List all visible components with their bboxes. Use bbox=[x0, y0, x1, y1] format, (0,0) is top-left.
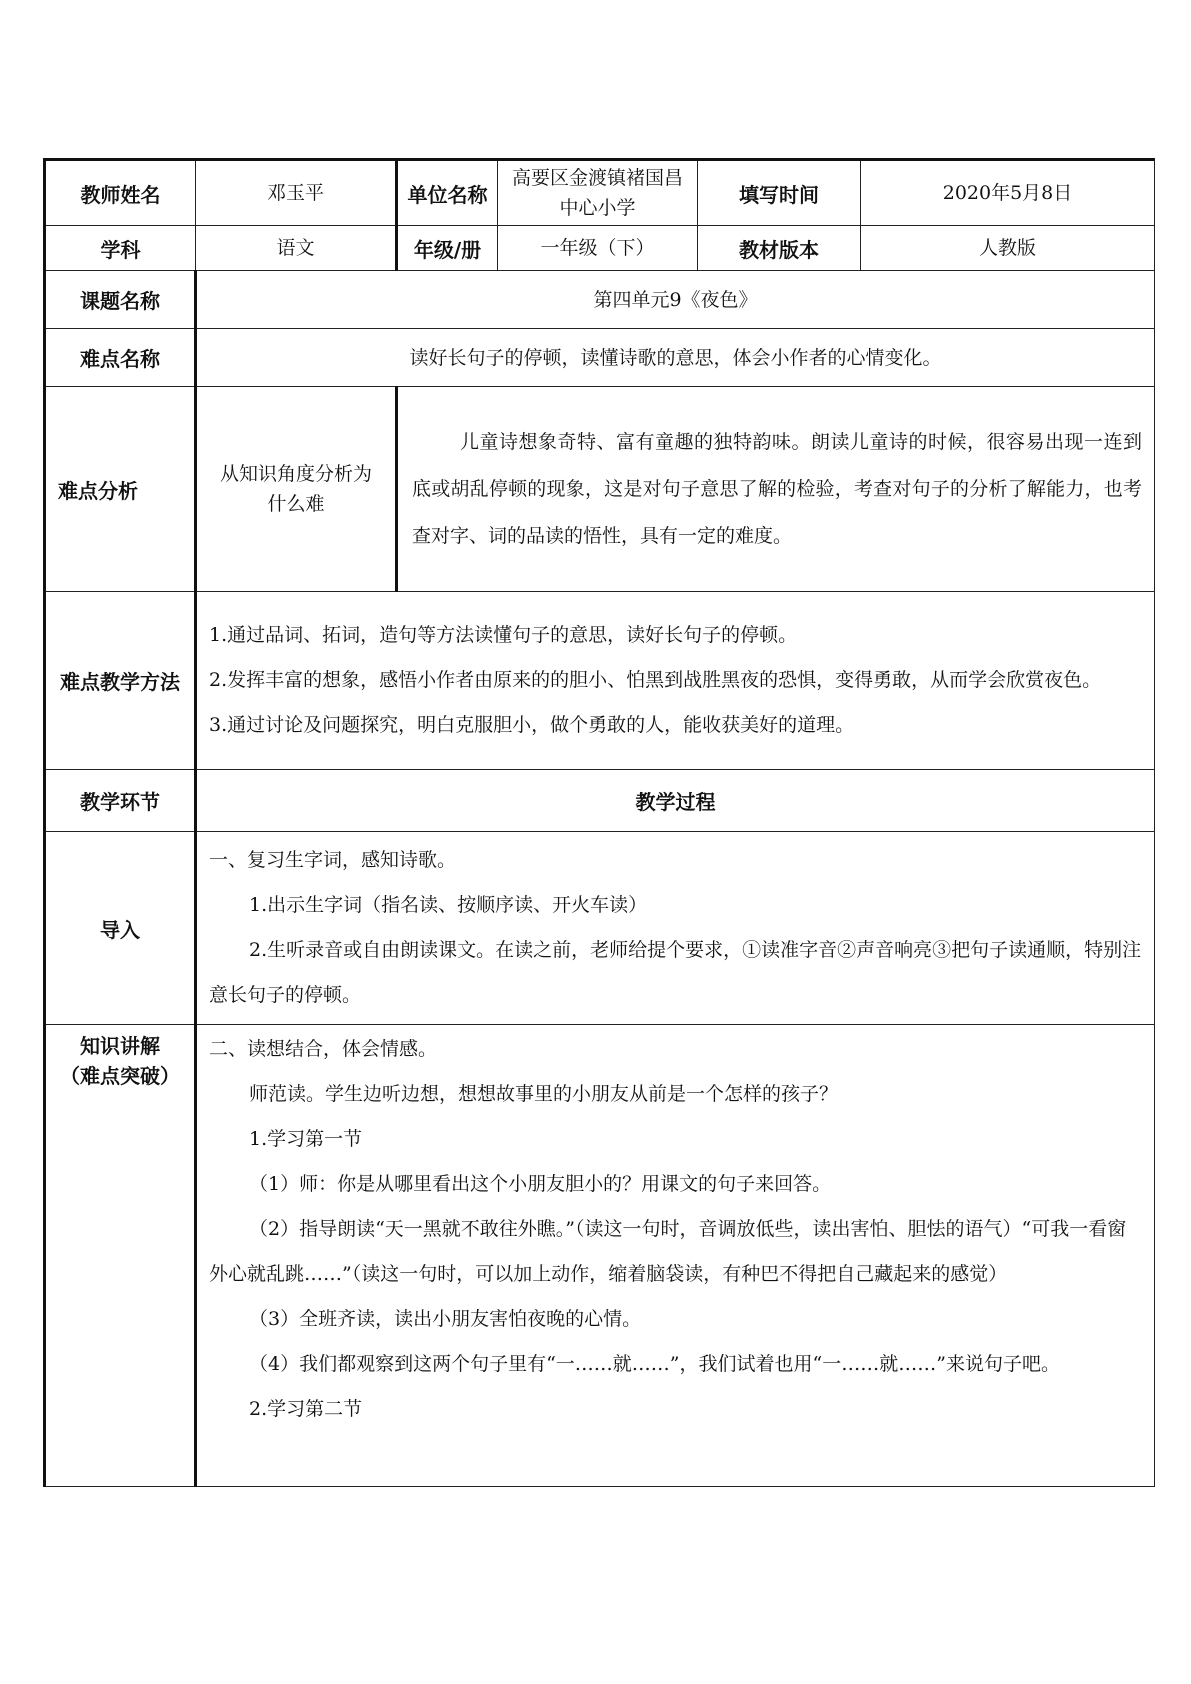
difficulty-value: 读好长句子的停顿，读懂诗歌的意思，体会小作者的心情变化。 bbox=[196, 329, 1155, 387]
process-step-header: 教学环节 bbox=[45, 770, 196, 832]
knowledge-line: 2.学习第二节 bbox=[249, 1398, 363, 1420]
fill-date-value: 2020年5月8日 bbox=[861, 160, 1155, 226]
subject-value: 语文 bbox=[196, 226, 397, 271]
topic-label: 课题名称 bbox=[45, 271, 196, 329]
grade-value: 一年级（下） bbox=[498, 226, 698, 271]
difficulty-label: 难点名称 bbox=[45, 329, 196, 387]
knowledge-line: （2）指导朗读“天一黑就不敢往外瞧。”（读这一句时，音调放低些，读出害怕、胆怯的语气）“可我一看窗外心就乱跳……”（读这一句时，可以加上动作，缩着脑袋读，有种巴不得把自己藏起来的感觉） bbox=[209, 1218, 1127, 1285]
analysis-text: 儿童诗想象奇特、富有童趣的独特韵味。朗读儿童诗的时候，很容易出现一连到底或胡乱停顿的现象，这是对句子意思了解的检验，考查对句子的分析了解能力，也考查对字、词的品读的悟性，具有一定的难度。 bbox=[397, 387, 1155, 592]
intro-content bbox=[196, 832, 1155, 1025]
method-item: 1.通过品词、拓词，造句等方法读懂句子的意思，读好长句子的停顿。 bbox=[209, 624, 798, 646]
knowledge-line: 师范读。学生边听边想，想想故事里的小朋友从前是一个怎样的孩子？ bbox=[249, 1083, 839, 1105]
knowledge-line: （3）全班齐读，读出小朋友害怕夜晚的心情。 bbox=[249, 1308, 642, 1330]
method-label: 难点教学方法 bbox=[45, 592, 196, 770]
knowledge-line: 二、读想结合，体会情感。 bbox=[209, 1038, 438, 1060]
method-item: 3.通过讨论及问题探究，明白克服胆小，做个勇敢的人，能收获美好的道理。 bbox=[209, 714, 855, 736]
knowledge-label-line2: （难点突破） bbox=[60, 1064, 180, 1088]
intro-label: 导入 bbox=[45, 832, 196, 1025]
unit-name-value: 高要区金渡镇褚国昌中心小学 bbox=[498, 160, 698, 226]
knowledge-label bbox=[45, 1025, 196, 1487]
intro-line: 2.生听录音或自由朗读课文。在读之前，老师给提个要求，①读准字音②声音响亮③把句子读通顺，特别注意长句子的停顿。 bbox=[209, 939, 1142, 1006]
grade-label: 年级/册 bbox=[397, 226, 498, 271]
analysis-label: 难点分析 bbox=[45, 387, 196, 592]
edition-value: 人教版 bbox=[861, 226, 1155, 271]
knowledge-label-line1: 知识讲解 bbox=[80, 1034, 160, 1058]
knowledge-line: 1.学习第一节 bbox=[249, 1128, 363, 1150]
edition-label: 教材版本 bbox=[698, 226, 861, 271]
method-item: 2.发挥丰富的想象，感悟小作者由原来的的胆小、怕黑到战胜黑夜的恐惧，变得勇敢，从而学会欣赏夜色。 bbox=[209, 669, 1102, 691]
subject-label: 学科 bbox=[45, 226, 196, 271]
process-content-header: 教学过程 bbox=[196, 770, 1155, 832]
analysis-sub-label: 从知识角度分析为什么难 bbox=[196, 387, 397, 592]
teacher-name-value: 邓玉平 bbox=[196, 160, 397, 226]
topic-value: 第四单元9《夜色》 bbox=[196, 271, 1155, 329]
lesson-plan-table bbox=[43, 158, 1155, 1487]
intro-line: 一、复习生字词，感知诗歌。 bbox=[209, 849, 457, 871]
intro-line: 1.出示生字词（指名读、按顺序读、开火车读） bbox=[249, 894, 648, 916]
knowledge-line: （1）师：你是从哪里看出这个小朋友胆小的？用课文的句子来回答。 bbox=[249, 1173, 832, 1195]
unit-name-label: 单位名称 bbox=[397, 160, 498, 226]
fill-date-label: 填写时间 bbox=[698, 160, 861, 226]
knowledge-content bbox=[196, 1025, 1155, 1487]
knowledge-line: （4）我们都观察到这两个句子里有“一……就……”，我们试着也用“一……就……”来说句子吧。 bbox=[249, 1353, 1060, 1375]
method-content bbox=[196, 592, 1155, 770]
teacher-name-label: 教师姓名 bbox=[45, 160, 196, 226]
